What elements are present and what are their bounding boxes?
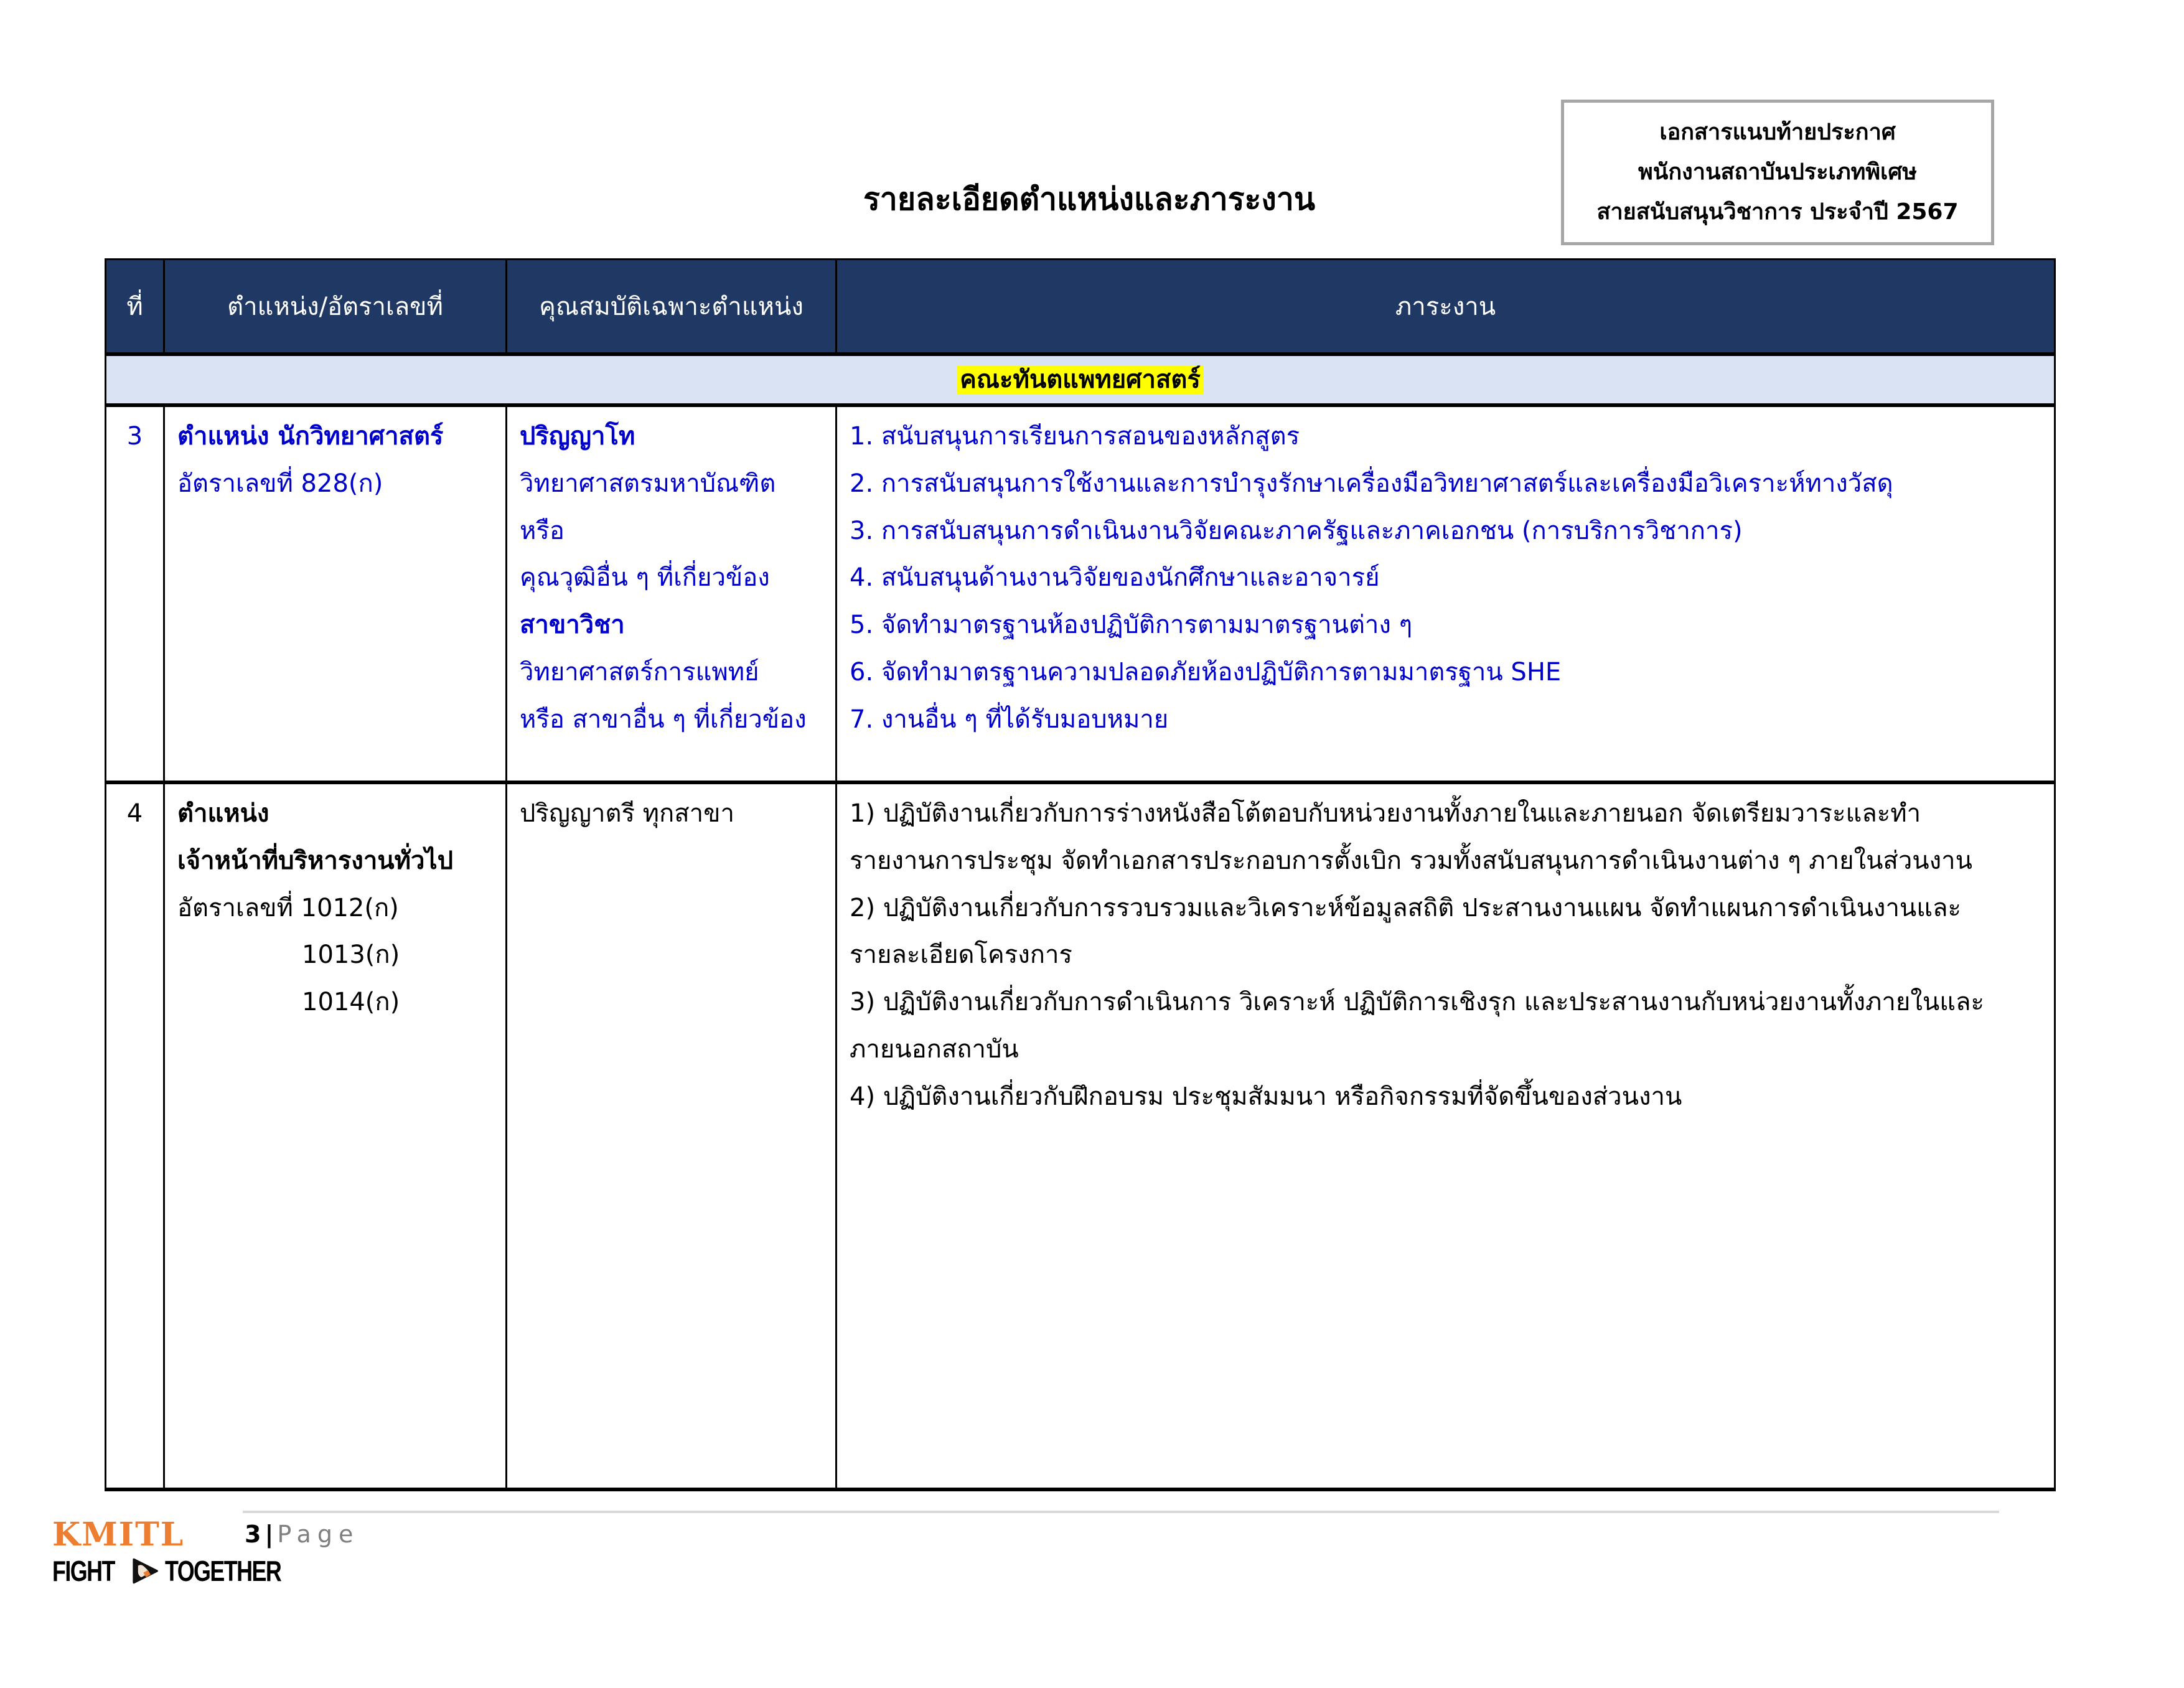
table-row bbox=[106, 405, 2055, 782]
field-heading: สาขาวิชา bbox=[520, 611, 625, 640]
position-code: อัตราเลขที่ 828(ก) bbox=[177, 469, 383, 498]
page-number-value: 3 bbox=[245, 1521, 261, 1548]
notice-line-3: สายสนับสนุนวิชาการ ประจำปี 2567 bbox=[1596, 199, 1959, 225]
positions-table bbox=[105, 258, 2056, 1491]
page-separator: | bbox=[265, 1521, 274, 1548]
qualification-text: ปริญญาตรี ทุกสาขา bbox=[520, 799, 734, 828]
duties-cell bbox=[837, 405, 2055, 782]
position-code-extra: 1013(ก) bbox=[302, 940, 400, 970]
footer-divider bbox=[243, 1511, 1999, 1513]
position-cell bbox=[164, 782, 507, 1489]
degree-heading: ปริญญาโท bbox=[520, 422, 635, 451]
faculty-row bbox=[106, 354, 2055, 405]
duty-item: 6. จัดทำมาตรฐานความปลอดภัยห้องปฏิบัติการตามมาตรฐาน SHE bbox=[850, 657, 1562, 687]
header-duties: ภาระงาน bbox=[837, 260, 2055, 355]
duties-cell bbox=[837, 782, 2055, 1489]
page-word: Page bbox=[277, 1521, 360, 1548]
fist-icon bbox=[131, 1554, 160, 1588]
qualification-cell bbox=[507, 405, 837, 782]
faculty-cell bbox=[106, 354, 2055, 405]
position-cell bbox=[164, 405, 507, 782]
position-code-extra: 1014(ก) bbox=[302, 988, 400, 1017]
duty-item: รายละเอียดโครงการ bbox=[850, 940, 1072, 970]
faculty-label: คณะทันตแพทยศาสตร์ bbox=[957, 365, 1203, 394]
position-label: ตำแหน่ง bbox=[177, 799, 269, 828]
logo-text: KMITL bbox=[52, 1516, 185, 1554]
notice-line-1: เอกสารแนบท้ายประกาศ bbox=[1659, 120, 1896, 145]
duty-item: รายงานการประชุม จัดทำเอกสารประกอบการตั้งเบิก รวมทั้งสนับสนุนการดำเนินงานต่าง ๆ ภายในส่วนงาน bbox=[850, 846, 1972, 875]
logo-tagline bbox=[52, 1554, 314, 1588]
table-header-row bbox=[106, 260, 2055, 355]
duty-item: ภายนอกสถาบัน bbox=[850, 1034, 1019, 1064]
row-number-cell bbox=[106, 782, 164, 1489]
notice-box bbox=[1561, 100, 1994, 245]
duty-item: 1. สนับสนุนการเรียนการสอนของหลักสูตร bbox=[850, 422, 1300, 451]
duty-item: 3. การสนับสนุนการดำเนินงานวิจัยคณะภาครัฐและภาคเอกชน (การบริการวิชาการ) bbox=[850, 516, 1743, 545]
duty-item: 3) ปฏิบัติงานเกี่ยวกับการดำเนินการ วิเคราะห์ ปฏิบัติการเชิงรุก และประสานงานกับหน่วยงานทั้งภายในและ bbox=[850, 988, 1984, 1017]
row-number: 4 bbox=[126, 799, 143, 828]
tagline-together: TOGETHER bbox=[165, 1555, 281, 1587]
field-line: วิทยาศาสตร์การแพทย์ bbox=[520, 657, 759, 687]
duty-item: 4) ปฏิบัติงานเกี่ยวกับฝึกอบรม ประชุมสัมมนา หรือกิจกรรมที่จัดขึ้นของส่วนงาน bbox=[850, 1082, 1682, 1111]
notice-line-2: พนักงานสถาบันประเภทพิเศษ bbox=[1638, 159, 1917, 185]
header-no: ที่ bbox=[106, 260, 164, 355]
header-position: ตำแหน่ง/อัตราเลขที่ bbox=[164, 260, 507, 355]
position-title: เจ้าหน้าที่บริหารงานทั่วไป bbox=[177, 846, 453, 875]
position-title: ตำแหน่ง นักวิทยาศาสตร์ bbox=[177, 422, 444, 451]
duty-item: 2. การสนับสนุนการใช้งานและการบำรุงรักษาเครื่องมือวิทยาศาสตร์และเครื่องมือวิเคราะห์ทางวัสดุ bbox=[850, 469, 1893, 498]
degree-line: วิทยาศาสตรมหาบัณฑิต bbox=[520, 469, 776, 498]
page-title: รายละเอียดตำแหน่งและภาระงาน bbox=[863, 181, 1316, 217]
table-row bbox=[106, 782, 2055, 1489]
field-line: หรือ สาขาอื่น ๆ ที่เกี่ยวข้อง bbox=[520, 705, 807, 734]
qualification-cell bbox=[507, 782, 837, 1489]
degree-line: หรือ bbox=[520, 516, 565, 545]
header-qualification: คุณสมบัติเฉพาะตำแหน่ง bbox=[507, 260, 837, 355]
position-code: อัตราเลขที่ 1012(ก) bbox=[177, 893, 399, 922]
tagline-fight: FIGHT bbox=[52, 1555, 115, 1587]
duty-item: 4. สนับสนุนด้านงานวิจัยของนักศึกษาและอาจารย์ bbox=[850, 563, 1380, 593]
duty-item: 5. จัดทำมาตรฐานห้องปฏิบัติการตามมาตรฐานต่าง ๆ bbox=[850, 611, 1413, 640]
duty-item: 2) ปฏิบัติงานเกี่ยวกับการรวบรวมและวิเคราะห์ข้อมูลสถิติ ประสานงานแผน จัดทำแผนการดำเนินงานและ bbox=[850, 893, 1962, 922]
duty-item: 1) ปฏิบัติงานเกี่ยวกับการร่างหนังสือโต้ตอบกับหน่วยงานทั้งภายในและภายนอก จัดเตรียมวาระและทำ bbox=[850, 799, 1921, 828]
row-number: 3 bbox=[126, 422, 143, 451]
page-number bbox=[245, 1516, 359, 1553]
row-number-cell bbox=[106, 405, 164, 782]
degree-line: คุณวุฒิอื่น ๆ ที่เกี่ยวข้อง bbox=[520, 563, 770, 593]
duty-item: 7. งานอื่น ๆ ที่ได้รับมอบหมาย bbox=[850, 705, 1169, 734]
